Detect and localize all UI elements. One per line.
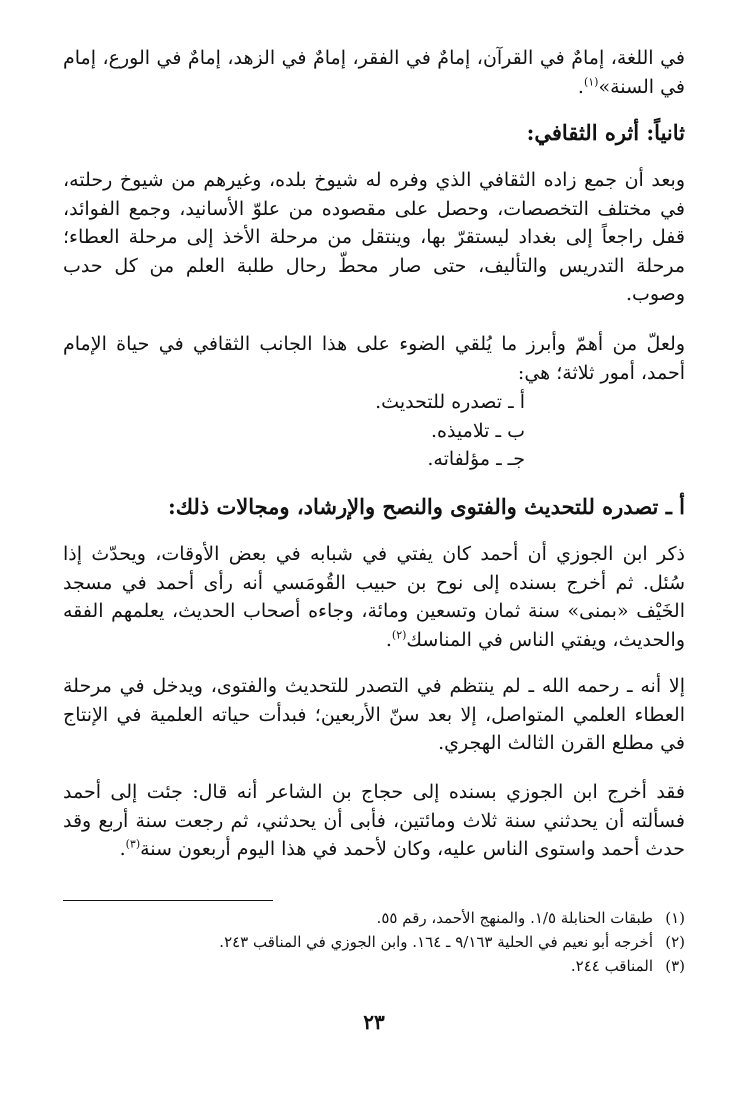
- footnote-ref-2: (٢): [391, 628, 407, 642]
- list-item: أ ـ تصدره للتحديث.: [375, 391, 525, 413]
- footnote-ref-3: (٣): [125, 837, 141, 851]
- paragraph-age-forty: إلا أنه ـ رحمه الله ـ لم ينتظم في التصدر للتحديث والفتوى، ويدخل في مرحلة العطاء العلمي المتواصل، إلا بعد سنّ الأربعين؛ فبدأت حياته العلمية في الإنتاج في مطلع القرن الثالث الهجري.: [63, 675, 685, 754]
- paragraph-cultural: وبعد أن جمع زاده الثقافي الذي وفره له شيوخ بلده، وغيرهم من شيوخ رحلته، في مختلف التخصصات، وحصل على مقصوده من علوّ الأسانيد، وجمع الفوائد، قفل راجعاً إلى بغداد ليستقرّ بها، وينتقل من مرحلة الأخذ إلى مرحلة العطاء؛ مرحلة التدريس والتأليف، حتى صار محطّ رحال طلبة العلم من كل حدب وصوب.: [63, 169, 685, 305]
- paragraph-ibn-jawzi: ذكر ابن الجوزي أن أحمد كان يفتي في شبابه في بعض الأوقات، ويحدّث إذا سُئل. ثم أخرج بسنده إلى نوح بن حبيب القُومَسي أنه رأى أحمد في مسجد الخَيْف «بمنى» سنة ثمان وتسعين ومائة، وجاءه أصحاب الحديث، يعلمهم الفقه والحديث، ويفتي الناس في المناسك$^{(٢)}$.: [63, 543, 685, 651]
- footnote-text: المناقب ٢٤٤.: [570, 957, 653, 975]
- page-number: ٢٣: [363, 1010, 385, 1034]
- footnote-separator: [63, 900, 273, 901]
- paragraph-three-matters: ولعلّ من أهمّ وأبرز ما يُلقي الضوء على هذا الجانب الثقافي في حياة الإمام أحمد، أمور ثلاثة؛ هي:: [63, 333, 685, 384]
- footnote-item: [63, 930, 685, 954]
- footnote-number: (٢): [665, 933, 685, 951]
- footnote-item: [63, 954, 685, 978]
- paragraph-hajjaj: فقد أخرج ابن الجوزي بسنده إلى حجاج بن الشاعر أنه قال: جئت إلى أحمد فسألته أن يحدثني سنة ثلاث ومائتين، فأبى أن يحدثني، ثم رجعت سنة أربع وقد حدث أحمد واستوى الناس عليه، وكان لأحمد في هذا اليوم أربعون سنة$^{(٣)}$.: [63, 781, 685, 860]
- footnote-text: أخرجه أبو نعيم في الحلية ٩/١٦٣ ـ ١٦٤. وابن الجوزي في المناقب ٢٤٣.: [219, 933, 653, 951]
- section-heading-cultural: ثانياً: أثره الثقافي:: [526, 120, 685, 145]
- footnote-item: [63, 906, 685, 930]
- section-heading-teaching: أ ـ تصدره للتحديث والفتوى والنصح والإرشاد، ومجالات ذلك:: [167, 494, 685, 519]
- footnotes: [63, 906, 685, 978]
- list-item: ب ـ تلاميذه.: [430, 419, 525, 442]
- footnote-number: (١): [665, 909, 685, 927]
- matters-list: [63, 388, 685, 474]
- list-item: جـ ـ مؤلفاته.: [427, 448, 525, 470]
- footnote-text: طبقات الحنابلة ١/٥. والمنهج الأحمد، رقم ٥٥.: [376, 909, 653, 927]
- footnote-ref-1: (١): [583, 75, 599, 89]
- footnote-number: (٣): [665, 957, 685, 975]
- paragraph-intro: في اللغة، إمامٌ في القرآن، إمامٌ في الفقر، إمامٌ في الزهد، إمامٌ في الورع، إمام في السنة»$^{(١)}$.: [63, 47, 685, 98]
